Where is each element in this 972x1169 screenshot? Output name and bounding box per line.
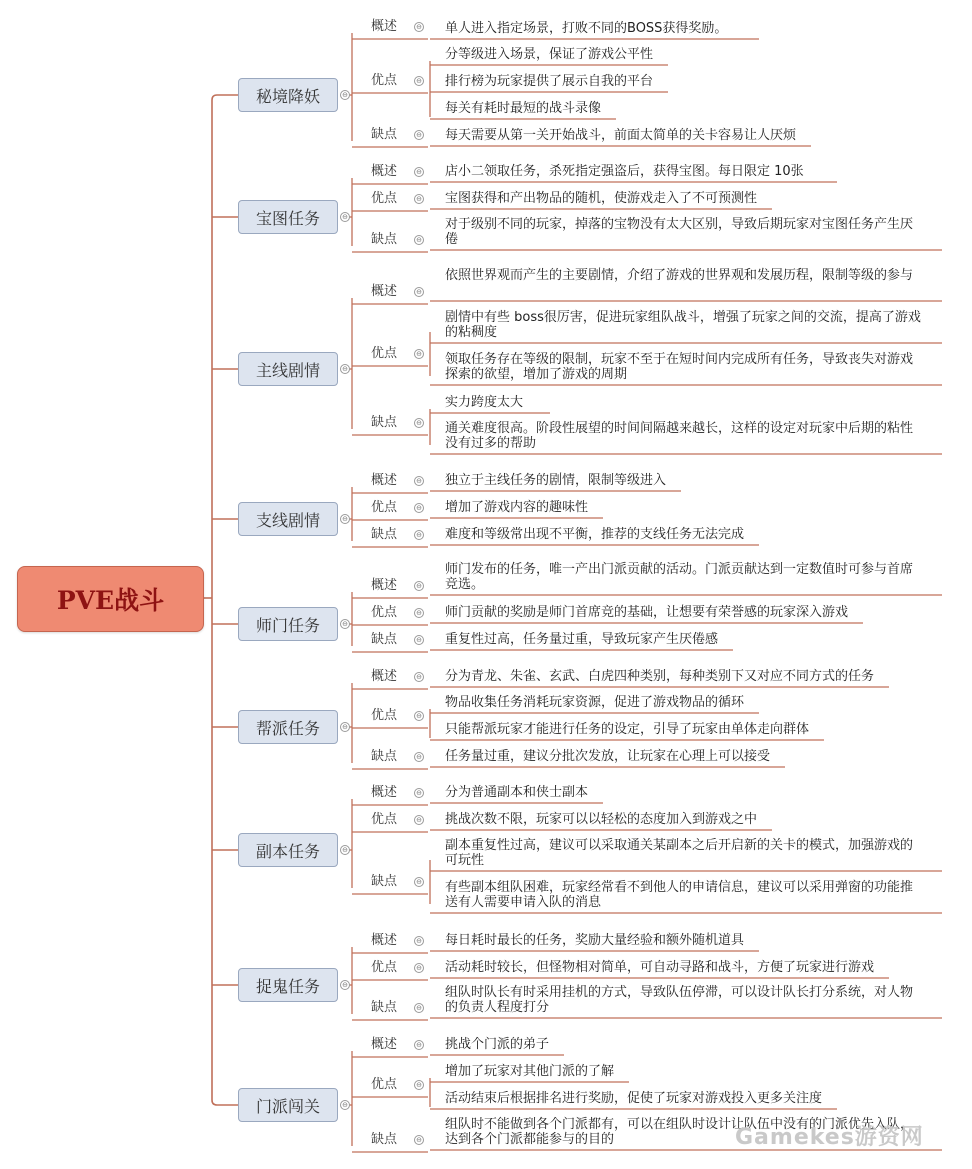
leaf-text: 师门贡献的奖励是师门首席竞的基础，让想要有荣誉感的玩家深入游戏	[445, 605, 849, 620]
collapse-icon[interactable]: ⊖	[340, 90, 350, 100]
leaf-text: 物品收集任务消耗玩家资源，促进了游戏物品的循环	[445, 695, 745, 710]
category-label: 缺点	[371, 127, 398, 142]
collapse-icon[interactable]: ⊖	[414, 1135, 424, 1145]
topic-node[interactable]: 主线剧情	[238, 352, 338, 386]
collapse-icon[interactable]: ⊖	[414, 752, 424, 762]
leaf-text: 独立于主线任务的剧情，限制等级进入	[445, 473, 667, 488]
collapse-icon[interactable]: ⊖	[414, 22, 424, 32]
leaf-text: 活动耗时较长，但怪物相对简单，可自动寻路和战斗，方便了玩家进行游戏	[445, 960, 875, 975]
collapse-icon[interactable]: ⊖	[340, 845, 350, 855]
topic-node[interactable]: 秘境降妖	[238, 78, 338, 112]
collapse-icon[interactable]: ⊖	[414, 815, 424, 825]
leaf-text: 挑战个门派的弟子	[445, 1037, 550, 1052]
collapse-icon[interactable]: ⊖	[340, 722, 350, 732]
leaf-text: 店小二领取任务，杀死指定强盗后，获得宝图。每日限定 10张	[445, 164, 804, 179]
collapse-icon[interactable]: ⊖	[414, 235, 424, 245]
category-label: 缺点	[371, 527, 398, 542]
category-label: 概述	[371, 785, 398, 800]
collapse-icon[interactable]: ⊖	[414, 635, 424, 645]
category-label: 优点	[371, 346, 398, 361]
collapse-icon[interactable]: ⊖	[414, 530, 424, 540]
leaf-text: 分为普通副本和侠士副本	[445, 785, 589, 800]
category-label: 概述	[371, 669, 398, 684]
category-label: 优点	[371, 73, 398, 88]
collapse-icon[interactable]: ⊖	[414, 581, 424, 591]
category-label: 优点	[371, 605, 398, 620]
collapse-icon[interactable]: ⊖	[414, 418, 424, 428]
leaf-text: 组队时不能做到各个门派都有，可以在组队时设计让队伍中没有的门派优先入队，达到各个门派都能参与的目的	[445, 1117, 914, 1147]
category-label: 优点	[371, 708, 398, 723]
leaf-text: 依照世界观而产生的主要剧情，介绍了游戏的世界观和发展历程，限制等级的参与	[445, 268, 914, 283]
topic-node[interactable]: 帮派任务	[238, 710, 338, 744]
category-label: 概述	[371, 284, 398, 299]
collapse-icon[interactable]: ⊖	[414, 877, 424, 887]
collapse-icon[interactable]: ⊖	[414, 349, 424, 359]
topic-node[interactable]: 副本任务	[238, 833, 338, 867]
topic-connector	[212, 1100, 238, 1105]
category-label: 缺点	[371, 874, 398, 889]
leaf-text: 增加了游戏内容的趣味性	[445, 500, 589, 515]
leaf-text: 分为青龙、朱雀、玄武、白虎四种类别，每种类别下又对应不同方式的任务	[445, 669, 875, 684]
leaf-text: 实力跨度太大	[445, 395, 524, 410]
watermark: Gamekes游资网	[735, 1125, 924, 1150]
topic-node[interactable]: 支线剧情	[238, 502, 338, 536]
category-label: 优点	[371, 500, 398, 515]
root-topic[interactable]: PVE战斗	[17, 566, 204, 632]
collapse-icon[interactable]: ⊖	[414, 1040, 424, 1050]
collapse-icon[interactable]: ⊖	[340, 212, 350, 222]
leaf-text: 每关有耗时最短的战斗录像	[445, 101, 602, 116]
collapse-icon[interactable]: ⊖	[414, 963, 424, 973]
leaf-text: 有些副本组队困难，玩家经常看不到他人的申请信息，建议可以采用弹窗的功能推送有人需要申请入队的消息	[445, 880, 914, 910]
collapse-icon[interactable]: ⊖	[414, 503, 424, 513]
collapse-icon[interactable]: ⊖	[340, 980, 350, 990]
collapse-icon[interactable]: ⊖	[414, 788, 424, 798]
leaf-text: 每日耗时最长的任务，奖励大量经验和额外随机道具	[445, 933, 745, 948]
leaf-text: 任务量过重，建议分批次发放，让玩家在心理上可以接受	[445, 749, 771, 764]
leaf-text: 重复性过高，任务量过重，导致玩家产生厌倦感	[445, 632, 719, 647]
collapse-icon[interactable]: ⊖	[414, 936, 424, 946]
category-label: 概述	[371, 578, 398, 593]
category-label: 概述	[371, 164, 398, 179]
leaf-text: 难度和等级常出现不平衡，推荐的支线任务无法完成	[445, 527, 745, 542]
collapse-icon[interactable]: ⊖	[414, 167, 424, 177]
collapse-icon[interactable]: ⊖	[414, 1003, 424, 1013]
collapse-icon[interactable]: ⊖	[340, 1100, 350, 1110]
collapse-icon[interactable]: ⊖	[414, 194, 424, 204]
leaf-text: 分等级进入场景，保证了游戏公平性	[445, 47, 654, 62]
leaf-text: 师门发布的任务，唯一产出门派贡献的活动。门派贡献达到一定数值时可参与首席竞选。	[445, 562, 914, 592]
leaf-text: 只能帮派玩家才能进行任务的设定，引导了玩家由单体走向群体	[445, 722, 810, 737]
collapse-icon[interactable]: ⊖	[414, 287, 424, 297]
leaf-text: 增加了玩家对其他门派的了解	[445, 1064, 615, 1079]
leaf-text: 活动结束后根据排名进行奖励，促使了玩家对游戏投入更多关注度	[445, 1091, 823, 1106]
category-label: 缺点	[371, 1000, 398, 1015]
leaf-text: 单人进入指定场景，打败不同的BOSS获得奖励。	[445, 21, 728, 36]
category-label: 优点	[371, 191, 398, 206]
category-label: 概述	[371, 473, 398, 488]
category-label: 缺点	[371, 749, 398, 764]
collapse-icon[interactable]: ⊖	[414, 711, 424, 721]
category-label: 缺点	[371, 232, 398, 247]
leaf-text: 每天需要从第一关开始战斗，前面太简单的关卡容易让人厌烦	[445, 128, 797, 143]
topic-node[interactable]: 宝图任务	[238, 200, 338, 234]
category-label: 缺点	[371, 415, 398, 430]
topic-node[interactable]: 捉鬼任务	[238, 968, 338, 1002]
leaf-text: 剧情中有些 boss很厉害，促进玩家组队战斗，增强了玩家之间的交流，提高了游戏的粘稠度	[445, 310, 921, 340]
category-label: 缺点	[371, 632, 398, 647]
leaf-text: 副本重复性过高，建议可以采取通关某副本之后开启新的关卡的模式，加强游戏的可玩性	[445, 838, 914, 868]
collapse-icon[interactable]: ⊖	[340, 514, 350, 524]
leaf-text: 组队时队长有时采用挂机的方式，导致队伍停滞，可以设计队长打分系统，对人物的负责人程度打分	[445, 985, 914, 1015]
category-label: 优点	[371, 812, 398, 827]
leaf-text: 领取任务存在等级的限制，玩家不至于在短时间内完成所有任务，导致丧失对游戏探索的欲望，增加了游戏的周期	[445, 352, 914, 382]
leaf-text: 对于级别不同的玩家，掉落的宝物没有太大区别，导致后期玩家对宝图任务产生厌倦	[445, 217, 914, 247]
topic-node[interactable]: 师门任务	[238, 607, 338, 641]
leaf-text: 挑战次数不限，玩家可以以轻松的态度加入到游戏之中	[445, 812, 758, 827]
collapse-icon[interactable]: ⊖	[414, 672, 424, 682]
collapse-icon[interactable]: ⊖	[414, 76, 424, 86]
category-label: 缺点	[371, 1132, 398, 1147]
category-label: 概述	[371, 19, 398, 34]
category-label: 概述	[371, 1037, 398, 1052]
collapse-icon[interactable]: ⊖	[340, 619, 350, 629]
category-label: 概述	[371, 933, 398, 948]
collapse-icon[interactable]: ⊖	[414, 476, 424, 486]
collapse-icon[interactable]: ⊖	[414, 1080, 424, 1090]
topic-connector	[212, 95, 238, 100]
category-label: 优点	[371, 960, 398, 975]
leaf-text: 排行榜为玩家提供了展示自我的平台	[445, 74, 654, 89]
leaf-text: 通关难度很高。阶段性展望的时间间隔越来越长，这样的设定对玩家中后期的粘性没有过多的帮助	[445, 421, 914, 451]
collapse-icon[interactable]: ⊖	[340, 364, 350, 374]
collapse-icon[interactable]: ⊖	[414, 130, 424, 140]
category-label: 优点	[371, 1077, 398, 1092]
topic-node[interactable]: 门派闯关	[238, 1088, 338, 1122]
collapse-icon[interactable]: ⊖	[414, 608, 424, 618]
leaf-text: 宝图获得和产出物品的随机，使游戏走入了不可预测性	[445, 191, 758, 206]
